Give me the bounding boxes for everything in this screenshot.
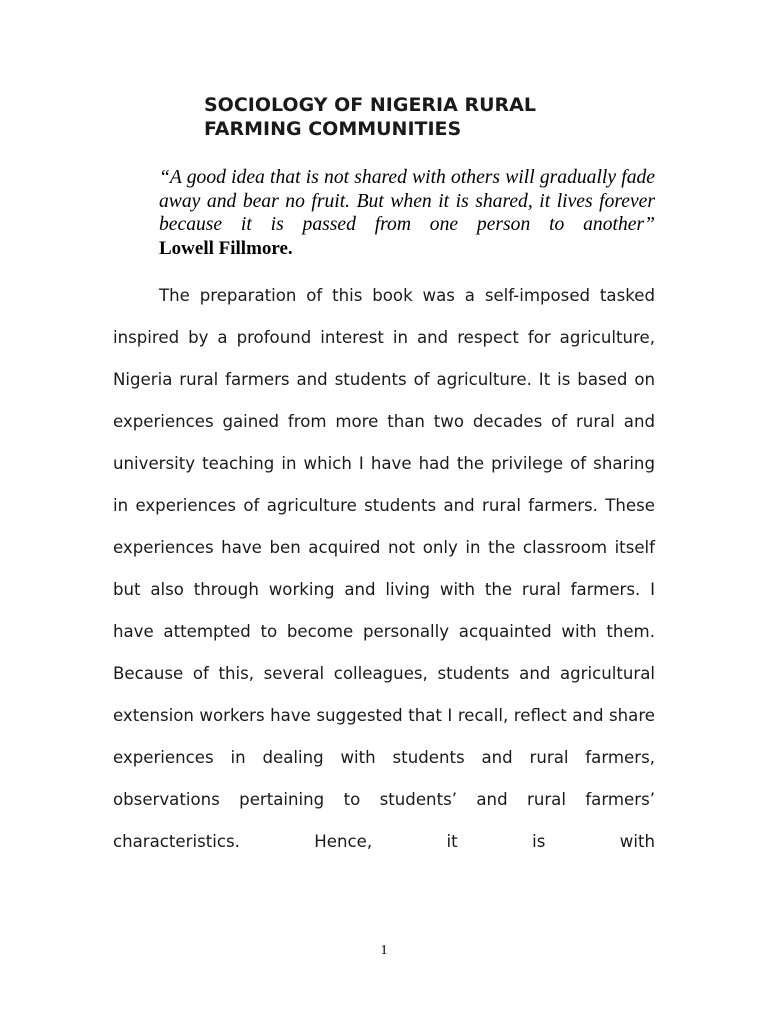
epigraph-text: “A good idea that is not shared with others will gradually fade away and bear no fruit. But when it is shared, it lives forever because it is passed from one person to another” xyxy=(159,167,655,235)
title-line-1: SOCIOLOGY OF NIGERIA RURAL xyxy=(204,94,536,116)
title-line-2: FARMING COMMUNITIES xyxy=(204,118,462,140)
page-number: 1 xyxy=(380,943,388,958)
epigraph-author: Lowell Fillmore. xyxy=(159,237,293,259)
body-paragraph: The preparation of this book was a self-imposed tasked inspired by a profound interest in and respect for agriculture, Nigeria rural farmers and students of agriculture. It is based on experiences gained from more than two decades of rural and university teaching in which I have had the privilege of sharing in experiences of agriculture students and rural farmers. These experiences have ben acquired not only in the classroom itself but also through working and living with the rural farmers. I have attempted to become personally acquainted with them. Because of this, several colleagues, students and agricultural extension workers have suggested that I recall, reflect and share experiences in dealing with students and rural farmers, observations pertaining to students’ and rural farmers’ characteristics. Hence, it is with xyxy=(113,286,655,851)
epigraph xyxy=(159,166,655,260)
document-title xyxy=(204,93,624,141)
